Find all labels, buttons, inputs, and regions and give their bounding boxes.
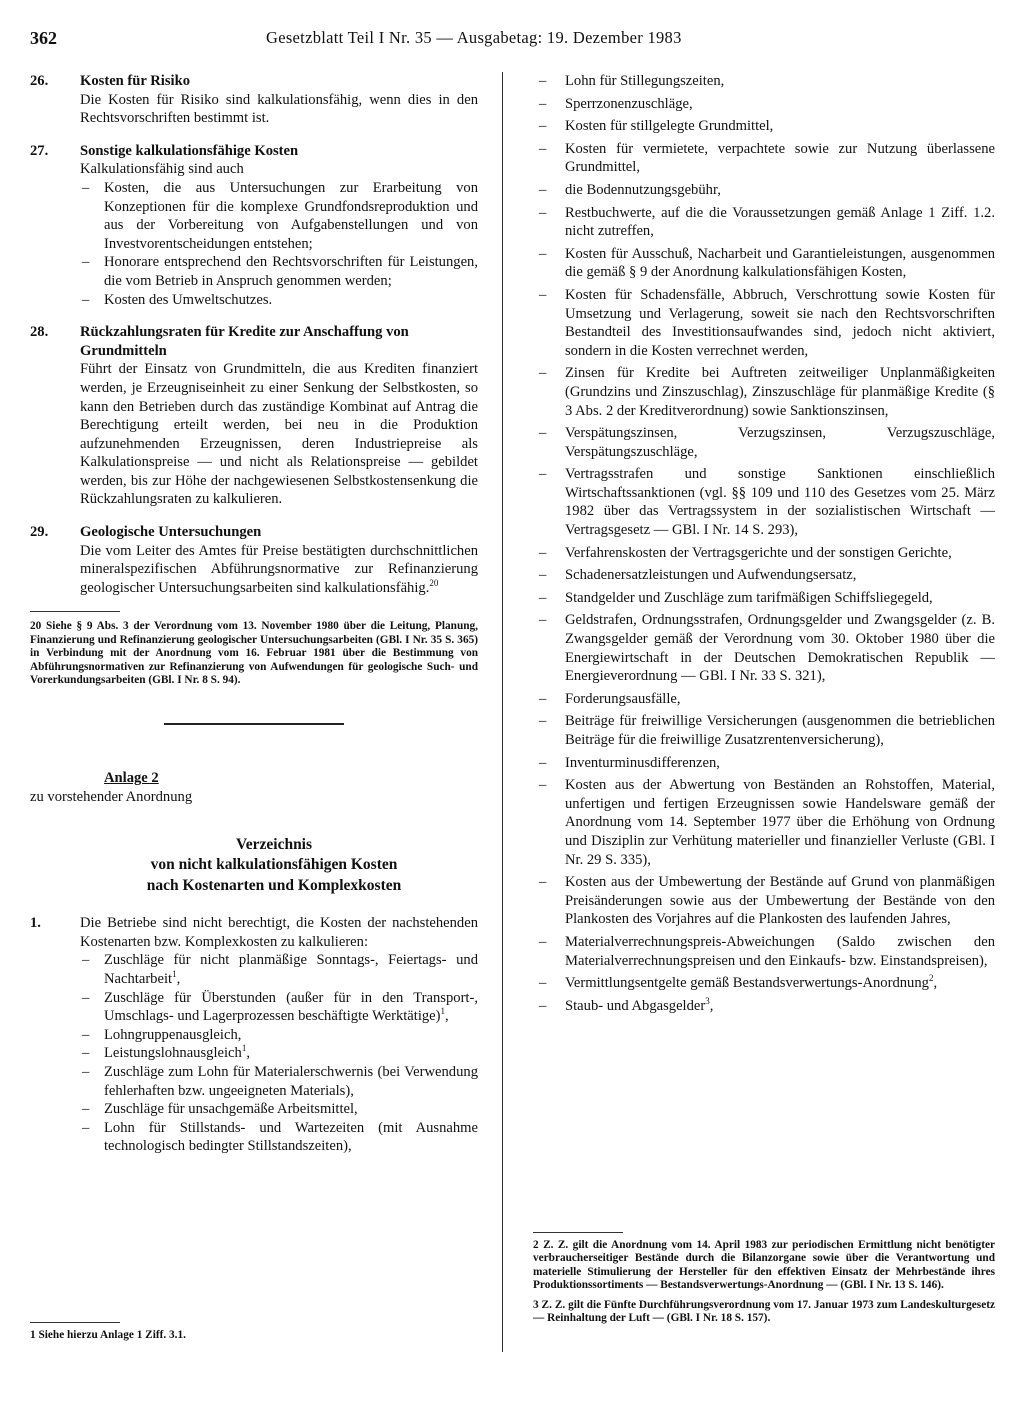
list-item-text: Sperrzonenzuschläge, xyxy=(565,95,693,112)
list-item xyxy=(80,951,478,988)
list-item xyxy=(533,424,995,461)
annex-title-line: nach Kostenarten und Komplexkosten xyxy=(146,876,402,894)
list-item xyxy=(533,286,995,360)
list-item-text: Geldstrafen, Ordnungsstrafen, Ordnungsgelder und Zwangsgelder (z. B. Zwangsgelder gemäß der Verordnung vom 30. Oktober 1980 über die Energiewirtschaft in der Deutschen Demokratischen Republik — Energieverordnung — GBl. I Nr. 33 S. 321), xyxy=(565,612,995,685)
list-item xyxy=(533,611,995,685)
list-item-text: Zuschläge für Überstunden (außer für in den Transport-, Umschlags- und Lagerprozessen beschäftigte Werktätige) xyxy=(104,989,478,1025)
list-item: – Kosten, die aus Untersuchungen zur Erarbeitung von Konzeptionen für die komplexe Grundfondsreproduktion und aus der Vorbereitung von Aufgabenstellungen und von Investvorentscheidungen entstehen; xyxy=(80,179,478,253)
footnote-rule xyxy=(30,611,120,612)
list-item xyxy=(533,117,995,136)
list-item xyxy=(533,544,995,563)
section-heading: Sonstige kalkulationsfähige Kosten xyxy=(80,142,299,159)
list-item-text: Kosten für Schadensfälle, Abbruch, Verschrottung sowie Kosten für Umsetzung und Verlagerung, soweit sie nach den Rechtsvorschriften Bestandteil des Investitionsaufwandes sind, jedoch nicht aktiviert, sondern in die Kosten verrechnet werden, xyxy=(565,286,995,359)
list-item-text: Schadenersatzleistungen und Aufwendungsersatz, xyxy=(565,567,857,584)
footnote-1: 1 Siehe hierzu Anlage 1 Ziff. 3.1. xyxy=(30,1329,186,1341)
list-item-text: Materialverrechnungspreis-Abweichungen (Saldo zwischen den Materialverrechnungspreisen und den Einkaufs- bzw. Einstandspreisen), xyxy=(565,933,995,969)
section-text: Die Betriebe sind nicht berechtigt, die Kosten der nachstehenden Kostenarten bzw. Komplexkosten zu kalkulieren: xyxy=(80,915,478,950)
list-item-text: Verfahrenskosten der Vertragsgerichte und der sonstigen Gerichte, xyxy=(565,544,952,561)
section-intro: Kalkulationsfähig sind auch xyxy=(80,161,244,178)
list-item xyxy=(533,465,995,539)
left-column xyxy=(30,72,478,1170)
footnote-3: 3 Z. Z. gilt die Fünfte Durchführungsverordnung vom 17. Januar 1973 zum Landeskulturgesetz — Reinhaltung der Luft — (GBl. I Nr. 18 S. 157). xyxy=(533,1298,995,1325)
page-number: 362 xyxy=(30,28,57,48)
list-item-text: Kosten für vermietete, verpachtete sowie zur Nutzung überlassene Grundmittel, xyxy=(565,140,995,176)
cost-list-continued xyxy=(533,72,995,1015)
list-item xyxy=(533,776,995,869)
list-item xyxy=(80,989,478,1026)
list-item xyxy=(80,1100,478,1119)
list-item-text: Zuschläge für nicht planmäßige Sonntags-, Feiertags- und Nachtarbeit xyxy=(104,952,478,987)
list-item-text: Lohn für Stillstands- und Wartezeiten (mit Ausnahme technologisch bedingter Stillstandszeiten), xyxy=(104,1119,478,1155)
list-item xyxy=(533,181,995,200)
list-item-text: Verspätungszinsen, Verzugszinsen, Verzugszuschläge, Verspätungszuschläge, xyxy=(565,425,995,460)
list-item-text: Kosten aus der Abwertung von Beständen an Rohstoffen, Material, unfertigen und fertigen Erzeugnissen sowie Handelsware gemäß der Anordnung vom 14. September 1977 über die Erhöhung von Ordnung und Disziplin zur Verhütung materieller und finanzieller Verluste (GBl. I Nr. 29 S. 335), xyxy=(565,777,995,868)
footnote-rule xyxy=(30,1322,120,1323)
section-27 xyxy=(30,142,478,309)
section-heading: Kosten für Risiko xyxy=(80,73,191,89)
list-item-punct: , xyxy=(246,1045,250,1062)
footnote-ref: 3 xyxy=(705,995,710,1006)
list-item xyxy=(533,364,995,420)
list-item xyxy=(533,140,995,177)
footnote-rule xyxy=(533,1232,623,1233)
annex-title-line: Verzeichnis xyxy=(235,835,313,853)
list-item xyxy=(533,933,995,970)
annex-title xyxy=(70,835,478,897)
section-text: Führt der Einsatz von Grundmitteln, die aus Krediten finanziert werden, je Erzeugniseinheit zu einer Senkung der Selbstkosten, so kann den Betrieben durch das zuständige Kombinat auf Antrag die Berechtigung erteilt werden, bei neu in die Produktion aufzunehmenden Erzeugnissen, deren Industriepreise als Kalkulationspreise — und nicht als Relationspreise — gebildet werden, bis zur Höhe der nachgewiesenen Selbstkostensenkung die Rückzahlungsraten zu kalkulieren. xyxy=(80,361,478,508)
list-item-punct: , xyxy=(933,975,938,992)
list-item-text: Kosten aus der Umbewertung der Bestände auf Grund von planmäßigen Preisänderungen sowie aus der Umbewertung der Bestände von den Plankosten des Vorjahres auf die Plankosten des laufenden Jahres, xyxy=(565,874,995,928)
section-text-body: Die vom Leiter des Amtes für Preise bestätigten durchschnittlichen mineralspezifischen Abführungsnormative zur Refinanzierung geologischer Untersuchungsarbeiten sind kalkulationsfähig. xyxy=(80,542,478,596)
section-29 xyxy=(30,523,478,597)
list-item-text: Staub- und Abgasgelder xyxy=(565,997,706,1014)
list-item xyxy=(80,1026,478,1045)
list-item-punct: , xyxy=(176,970,181,987)
list-item xyxy=(80,1063,478,1100)
list-item xyxy=(533,690,995,709)
left-footnotes xyxy=(30,1322,478,1342)
footnote-ref: 2 xyxy=(928,973,934,984)
list-item-text: Standgelder und Zuschläge zum tarifmäßigen Schiffsliegegeld, xyxy=(565,589,933,606)
list-item xyxy=(533,997,995,1016)
section-26 xyxy=(30,72,478,128)
list-item-text: Lohngruppenausgleich, xyxy=(104,1026,242,1043)
list-item-text: Kosten für stillgelegte Grundmittel, xyxy=(565,118,774,135)
list-item-text: Restbuchwerte, auf die die Voraussetzungen gemäß Anlage 1 Ziff. 1.2. nicht zutreffen, xyxy=(565,204,995,240)
list-item xyxy=(533,95,995,114)
list-item-text: Kosten für Ausschuß, Nacharbeit und Garantieleistungen, ausgenommen die gemäß § 9 der Anordnung kalkulationsfähigen Kosten, xyxy=(565,245,995,281)
section-heading: Geologische Untersuchungen xyxy=(80,524,262,541)
list-item-text: Beiträge für freiwillige Versicherungen (ausgenommen die betrieblichen Beiträge für die freiwillige Zusatzrentenversicherung), xyxy=(565,713,995,748)
list-item-text: Zuschläge zum Lohn für Materialerschwernis (bei Verwendung fehlerhaften bzw. ungeeigneten Materials), xyxy=(104,1063,478,1099)
right-footnotes xyxy=(533,1232,995,1331)
section-number: 27. xyxy=(30,142,49,159)
column-divider xyxy=(502,72,503,1352)
list-item-text: Zinsen für Kredite bei Auftreten zeitweiliger Unplanmäßigkeiten (Grundzins und Zinszuschlag), Zinszuschläge für planmäßige Kredite (§ 3 Abs. 2 der Kreditverordnung) sowie Sanktionszinsen, xyxy=(565,365,995,419)
anlage-heading: Anlage 2 xyxy=(104,770,159,787)
footnote-20: 20 Siehe § 9 Abs. 3 der Verordnung vom 13. November 1980 über die Leitung, Planung, Finanzierung und Refinanzierung geologischer Untersuchungsarbeiten (GBl. I Nr. 35 S. 365) in Verbindung mit der Anordnung vom 16. Februar 1981 über die Bestimmung von Abführungsnormativen zur Refinanzierung von Aufwendungen für geologische Such- und Vorerkundungsarbeiten (GBl. I Nr. 8 S. 94). xyxy=(30,620,478,687)
section-number: 29. xyxy=(30,524,49,541)
list-item xyxy=(533,204,995,241)
running-title: Gesetzblatt Teil I Nr. 35 — Ausgabetag: 19. Dezember 1983 xyxy=(266,28,682,47)
list-item xyxy=(80,1044,478,1063)
cost-list xyxy=(80,951,478,1156)
section-number: 28. xyxy=(30,324,49,341)
list-item xyxy=(533,974,995,993)
footnote-ref: 1 xyxy=(172,969,177,980)
footnote-ref: 1 xyxy=(440,1006,446,1017)
list-item-text: Lohn für Stillegungszeiten, xyxy=(565,73,725,89)
section-28 xyxy=(30,323,478,509)
section-text xyxy=(80,542,478,598)
section-number: 1. xyxy=(30,915,41,932)
section-number: 26. xyxy=(30,73,49,89)
right-column xyxy=(533,72,995,1019)
list-item xyxy=(80,1119,478,1156)
section-heading: Rückzahlungsraten für Kredite zur Anschaffung von Grundmitteln xyxy=(80,324,409,359)
list-item xyxy=(533,566,995,585)
list-item-text: Forderungsausfälle, xyxy=(565,690,681,707)
section-1 xyxy=(30,914,478,1156)
footnote-ref: 20 xyxy=(429,577,439,588)
list-item xyxy=(533,754,995,773)
list-item: – Kosten des Umweltschutzes. xyxy=(80,291,478,310)
list-item-text: Vermittlungsentgelte gemäß Bestandsverwertungs-Anordnung xyxy=(565,975,929,992)
list-item xyxy=(533,72,995,91)
list-item xyxy=(533,589,995,608)
list-item xyxy=(533,873,995,929)
footnote-2: 2 Z. Z. gilt die Anordnung vom 14. April 1983 zur periodischen Ermittlung nicht benötigter verbraucherseitiger Bestände durch die Bilanzorgane sowie über die Verantwortung und materielle Stimulierung der Hersteller für den effektiven Einsatz der Mehrbestände ihres Produktionssortiments — Bestandsverwertungs-Anordnung — (GBl. I Nr. 13 S. 146). xyxy=(533,1239,995,1292)
list-item: – Honorare entsprechend den Rechtsvorschriften für Leistungen, die vom Betrieb in Anspruch genommen werden; xyxy=(80,253,478,290)
list-item xyxy=(533,712,995,749)
section-separator xyxy=(164,723,344,725)
list-item-text: Vertragsstrafen und sonstige Sanktionen einschließlich Wirtschaftssanktionen (vgl. §§ 109 und 110 des Gesetzes vom 25. März 1982 über das Vertragssystem in der sozialistischen Wirtschaft — Vertragsgesetz — GBl. I Nr. 14 S. 293), xyxy=(565,466,995,539)
annex-title-line: von nicht kalkulationsfähigen Kosten xyxy=(150,856,398,874)
list-item-text: Inventurminusdifferenzen, xyxy=(565,754,720,771)
footnote-ref: 1 xyxy=(241,1043,247,1054)
page-header xyxy=(30,28,994,50)
list-item-text: Leistungslohnausgleich xyxy=(104,1045,242,1062)
list-item-text: Zuschläge für unsachgemäße Arbeitsmittel, xyxy=(104,1101,358,1118)
list-item xyxy=(533,245,995,282)
section-text: Die Kosten für Risiko sind kalkulationsfähig, wenn dies in den Rechtsvorschriften bestimmt ist. xyxy=(80,91,478,127)
list-item-punct: , xyxy=(445,1008,449,1025)
anlage-subheading: zu vorstehender Anordnung xyxy=(30,789,193,806)
list-item-text: die Bodennutzungsgebühr, xyxy=(565,181,721,198)
list-item-punct: , xyxy=(709,997,714,1014)
